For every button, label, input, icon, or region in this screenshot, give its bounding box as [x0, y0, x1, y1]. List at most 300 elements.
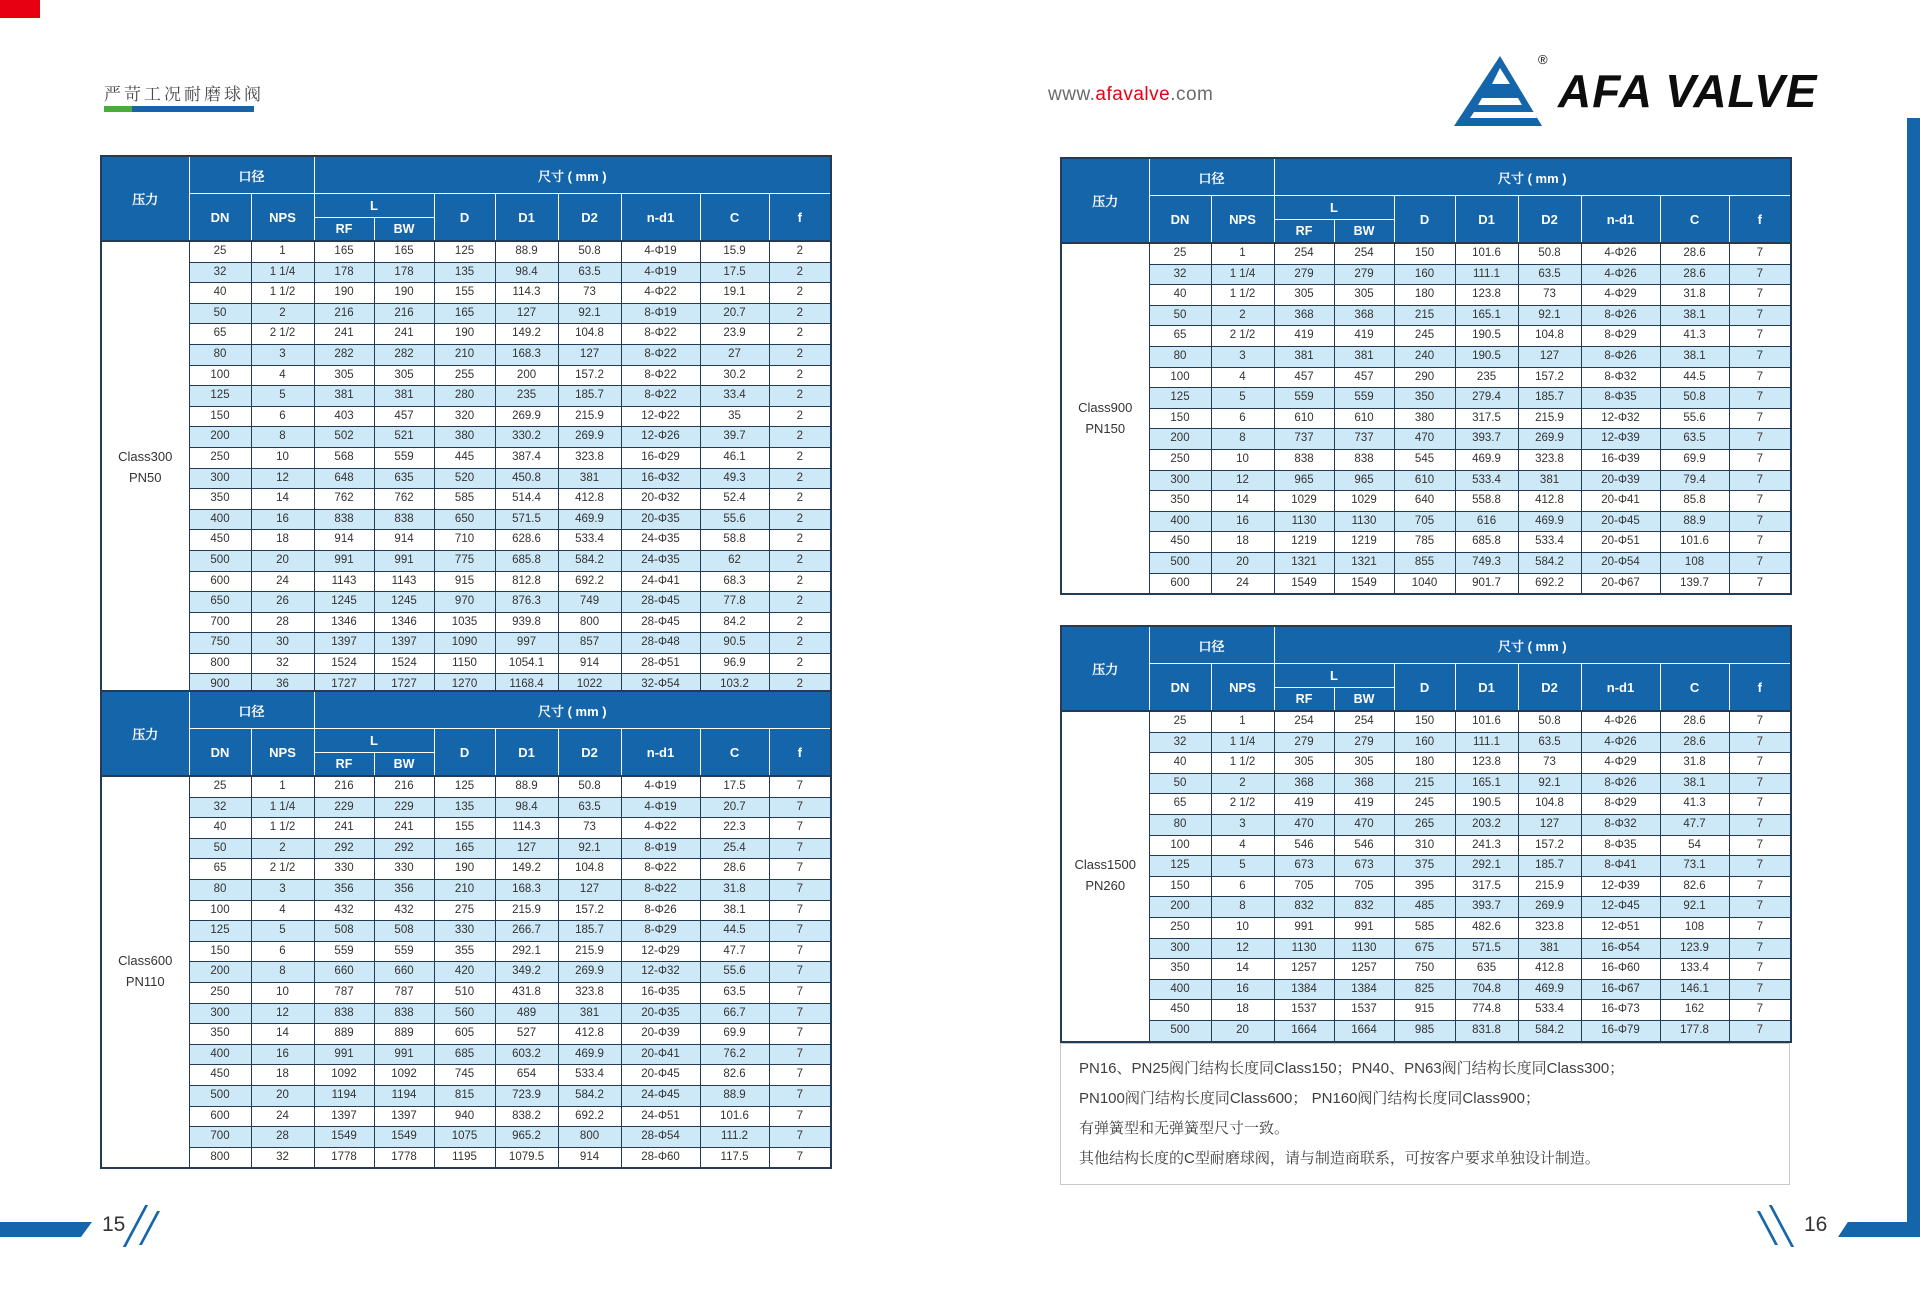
cell-f: 7 [1729, 573, 1791, 594]
cell-c: 38.1 [1660, 773, 1729, 794]
cell-d2: 692.2 [558, 571, 621, 592]
cell-c: 19.1 [700, 283, 769, 304]
cell-dn: 350 [189, 1024, 251, 1045]
cell-nd1: 8-Φ26 [1581, 346, 1660, 367]
cell-rf: 305 [1274, 753, 1334, 774]
cell-nps: 8 [251, 427, 314, 448]
cell-d1: 123.8 [1455, 753, 1518, 774]
cell-nps: 1 [1211, 711, 1274, 732]
cell-nps: 28 [251, 612, 314, 633]
cell-rf: 546 [1274, 835, 1334, 856]
cell-bw: 559 [374, 941, 434, 962]
cell-dn: 400 [1149, 511, 1211, 532]
cell-c: 28.6 [700, 859, 769, 880]
cell-d1: 1168.4 [495, 674, 558, 695]
cell-d: 210 [434, 344, 495, 365]
cell-c: 52.4 [700, 489, 769, 510]
cell-c: 108 [1660, 917, 1729, 938]
cell-dn: 80 [1149, 346, 1211, 367]
cell-d2: 692.2 [1518, 573, 1581, 594]
table-row [101, 797, 831, 818]
cell-d2: 215.9 [1518, 408, 1581, 429]
cell-f: 2 [769, 303, 831, 324]
cell-rf: 1143 [314, 571, 374, 592]
cell-bw: 419 [1334, 326, 1394, 347]
cell-d1: 292.1 [495, 941, 558, 962]
cell-bw: 991 [374, 1044, 434, 1065]
table-row [1061, 732, 1791, 753]
cell-f: 7 [1729, 1020, 1791, 1041]
dimension-table-class300 [100, 155, 832, 696]
cell-bw: 762 [374, 489, 434, 510]
cell-c: 17.5 [700, 776, 769, 797]
table-row [1061, 429, 1791, 450]
cell-d1: 149.2 [495, 859, 558, 880]
table-row [1061, 243, 1791, 264]
cell-bw: 1524 [374, 653, 434, 674]
cell-dn: 80 [1149, 814, 1211, 835]
cell-f: 2 [769, 386, 831, 407]
table-row [1061, 285, 1791, 306]
cell-bw: 254 [1334, 243, 1394, 264]
cell-nps: 6 [1211, 876, 1274, 897]
cell-nd1: 20-Φ35 [621, 509, 700, 530]
cell-rf: 381 [314, 386, 374, 407]
cell-f: 7 [769, 1127, 831, 1148]
cell-c: 33.4 [700, 386, 769, 407]
cell-c: 23.9 [700, 324, 769, 345]
header-n-d1: n-d1 [1581, 196, 1660, 244]
cell-dn: 200 [189, 427, 251, 448]
table-class1500-pn260 [1060, 625, 1792, 1043]
cell-d: 275 [434, 900, 495, 921]
cell-d1: 127 [495, 838, 558, 859]
cell-bw: 1143 [374, 571, 434, 592]
cell-f: 7 [1729, 959, 1791, 980]
note-line: 其他结构长度的C型耐磨球阀，请与制造商联系，可按客户要求单独设计制造。 [1079, 1150, 1600, 1167]
cell-nd1: 20-Φ41 [1581, 491, 1660, 512]
header-d1: D1 [1455, 196, 1518, 244]
cell-dn: 400 [189, 509, 251, 530]
cell-dn: 25 [189, 241, 251, 262]
cell-d2: 215.9 [558, 406, 621, 427]
cell-nps: 14 [251, 1024, 314, 1045]
cell-nps: 1 1/4 [1211, 732, 1274, 753]
cell-nps: 30 [251, 633, 314, 654]
header-d2: D2 [1518, 664, 1581, 712]
cell-d1: 431.8 [495, 982, 558, 1003]
cell-nd1: 16-Φ39 [1581, 449, 1660, 470]
cell-f: 2 [769, 324, 831, 345]
header-l: L [1274, 196, 1394, 220]
cell-f: 7 [769, 1044, 831, 1065]
cell-bw: 292 [374, 838, 434, 859]
note-line: PN16、PN25阀门结构长度同Class150；PN40、PN63阀门结构长度同Class300； [1079, 1060, 1625, 1077]
header-f: f [1729, 664, 1791, 712]
cell-d2: 533.4 [558, 530, 621, 551]
header-nps: NPS [1211, 664, 1274, 712]
cell-dn: 150 [1149, 876, 1211, 897]
cell-nps: 10 [1211, 917, 1274, 938]
cell-rf: 965 [1274, 470, 1334, 491]
header-l: L [1274, 664, 1394, 688]
table-class300-pn50 [100, 155, 832, 696]
cell-dn: 350 [189, 489, 251, 510]
cell-nd1: 16-Φ54 [1581, 938, 1660, 959]
cell-f: 7 [769, 962, 831, 983]
header-bore: 口径 [189, 156, 314, 194]
cell-bw: 508 [374, 921, 434, 942]
cell-nd1: 20-Φ67 [1581, 573, 1660, 594]
cell-dn: 80 [189, 344, 251, 365]
cell-nd1: 8-Φ32 [1581, 367, 1660, 388]
header-c: C [1660, 196, 1729, 244]
cell-d: 180 [1394, 753, 1455, 774]
cell-nps: 3 [251, 879, 314, 900]
cell-rf: 178 [314, 262, 374, 283]
cell-rf: 673 [1274, 856, 1334, 877]
cell-nps: 2 1/2 [251, 324, 314, 345]
cell-bw: 216 [374, 776, 434, 797]
cell-f: 7 [1729, 429, 1791, 450]
cell-f: 7 [1729, 449, 1791, 470]
cell-c: 96.9 [700, 653, 769, 674]
cell-c: 69.9 [1660, 449, 1729, 470]
table-row [101, 530, 831, 551]
cell-f: 7 [1729, 979, 1791, 1000]
table-row [101, 283, 831, 304]
cell-dn: 150 [189, 406, 251, 427]
header-f: f [769, 194, 831, 242]
cell-nps: 8 [1211, 429, 1274, 450]
cell-d: 675 [1394, 938, 1455, 959]
cell-rf: 1321 [1274, 552, 1334, 573]
cell-d: 245 [1394, 326, 1455, 347]
cell-dn: 200 [1149, 897, 1211, 918]
cell-dn: 65 [189, 859, 251, 880]
header-d2: D2 [1518, 196, 1581, 244]
cell-bw: 254 [1334, 711, 1394, 732]
cell-nps: 18 [1211, 532, 1274, 553]
table-row [1061, 511, 1791, 532]
cell-nd1: 4-Φ19 [621, 241, 700, 262]
cell-rf: 330 [314, 859, 374, 880]
cell-d1: 628.6 [495, 530, 558, 551]
cell-dn: 100 [189, 900, 251, 921]
cell-nps: 3 [1211, 346, 1274, 367]
cell-dn: 600 [189, 571, 251, 592]
cell-dn: 50 [1149, 773, 1211, 794]
header-bw: BW [374, 218, 434, 242]
cell-c: 22.3 [700, 818, 769, 839]
cell-rf: 705 [1274, 876, 1334, 897]
header-n-d1: n-d1 [621, 194, 700, 242]
cell-nps: 2 [251, 838, 314, 859]
cell-c: 139.7 [1660, 573, 1729, 594]
cell-rf: 190 [314, 283, 374, 304]
cell-nps: 20 [1211, 552, 1274, 573]
cell-dn: 500 [189, 1085, 251, 1106]
cell-f: 2 [769, 447, 831, 468]
header-bore: 口径 [1149, 626, 1274, 664]
cell-bw: 737 [1334, 429, 1394, 450]
cell-d1: 704.8 [1455, 979, 1518, 1000]
cell-d2: 533.4 [1518, 1000, 1581, 1021]
cell-dn: 150 [1149, 408, 1211, 429]
table-row [1061, 264, 1791, 285]
cell-nps: 16 [1211, 511, 1274, 532]
cell-d1: 292.1 [1455, 856, 1518, 877]
cell-c: 28.6 [1660, 732, 1729, 753]
cell-d: 215 [1394, 305, 1455, 326]
cell-bw: 1346 [374, 612, 434, 633]
cell-d1: 266.7 [495, 921, 558, 942]
cell-d: 290 [1394, 367, 1455, 388]
cell-f: 7 [769, 838, 831, 859]
cell-bw: 838 [374, 509, 434, 530]
header-rf: RF [1274, 688, 1334, 712]
cell-nps: 6 [251, 406, 314, 427]
table-row [1061, 835, 1791, 856]
cell-nd1: 8-Φ22 [621, 386, 700, 407]
cell-bw: 305 [1334, 285, 1394, 306]
cell-d1: 279.4 [1455, 388, 1518, 409]
table-row [101, 1065, 831, 1086]
notes-box [1060, 1043, 1790, 1185]
table-row [101, 962, 831, 983]
cell-dn: 500 [1149, 552, 1211, 573]
cell-nd1: 4-Φ26 [1581, 264, 1660, 285]
table-row [1061, 959, 1791, 980]
cell-nps: 6 [1211, 408, 1274, 429]
cell-nd1: 4-Φ26 [1581, 732, 1660, 753]
cell-bw: 1537 [1334, 1000, 1394, 1021]
cell-d2: 50.8 [1518, 711, 1581, 732]
cell-rf: 282 [314, 344, 374, 365]
cell-d1: 98.4 [495, 797, 558, 818]
cell-d: 210 [434, 879, 495, 900]
cell-c: 30.2 [700, 365, 769, 386]
cell-nps: 10 [251, 982, 314, 1003]
table-row [101, 921, 831, 942]
header-l: L [314, 729, 434, 753]
cell-d1: 114.3 [495, 818, 558, 839]
footer-left-stripe [0, 1222, 92, 1237]
cell-d: 310 [1394, 835, 1455, 856]
cell-dn: 125 [189, 386, 251, 407]
cell-dn: 300 [1149, 470, 1211, 491]
cell-d: 705 [1394, 511, 1455, 532]
cell-f: 2 [769, 653, 831, 674]
cell-c: 177.8 [1660, 1020, 1729, 1041]
cell-d: 1195 [434, 1147, 495, 1168]
table-row [1061, 552, 1791, 573]
cell-f: 7 [1729, 285, 1791, 306]
cell-c: 82.6 [700, 1065, 769, 1086]
cell-bw: 1778 [374, 1147, 434, 1168]
cell-nps: 4 [1211, 367, 1274, 388]
cell-nps: 4 [251, 900, 314, 921]
cell-f: 2 [769, 550, 831, 571]
cell-d2: 323.8 [1518, 917, 1581, 938]
cell-d1: 330.2 [495, 427, 558, 448]
cell-c: 49.3 [700, 468, 769, 489]
pressure-class-label: Class600 PN110 [101, 776, 189, 1168]
cell-d1: 111.1 [1455, 732, 1518, 753]
cell-f: 7 [1729, 264, 1791, 285]
series-title: 严苛工况耐磨球阀 [104, 85, 264, 104]
cell-d1: 723.9 [495, 1085, 558, 1106]
cell-dn: 65 [1149, 794, 1211, 815]
cell-rf: 1727 [314, 674, 374, 695]
cell-f: 2 [769, 571, 831, 592]
cell-d: 585 [434, 489, 495, 510]
cell-f: 2 [769, 633, 831, 654]
note-line: 有弹簧型和无弹簧型尺寸一致。 [1079, 1120, 1290, 1137]
table-row [101, 509, 831, 530]
cell-rf: 559 [1274, 388, 1334, 409]
cell-d1: 685.8 [1455, 532, 1518, 553]
cell-d1: 965.2 [495, 1127, 558, 1148]
cell-c: 101.6 [700, 1106, 769, 1127]
cell-nd1: 8-Φ26 [1581, 773, 1660, 794]
table-row [1061, 573, 1791, 594]
table-row [101, 427, 831, 448]
cell-nd1: 4-Φ26 [1581, 711, 1660, 732]
header-f: f [1729, 196, 1791, 244]
cell-d2: 157.2 [558, 900, 621, 921]
cell-d2: 63.5 [1518, 732, 1581, 753]
table-row [101, 468, 831, 489]
cell-d: 380 [1394, 408, 1455, 429]
table-row [1061, 897, 1791, 918]
cell-c: 69.9 [700, 1024, 769, 1045]
cell-rf: 1092 [314, 1065, 374, 1086]
table-row [101, 303, 831, 324]
cell-f: 2 [769, 427, 831, 448]
cell-nd1: 28-Φ51 [621, 653, 700, 674]
cell-nd1: 12-Φ39 [1581, 429, 1660, 450]
table-row [101, 1147, 831, 1168]
cell-nd1: 4-Φ26 [1581, 243, 1660, 264]
cell-c: 31.8 [700, 879, 769, 900]
cell-bw: 279 [1334, 732, 1394, 753]
cell-d: 1035 [434, 612, 495, 633]
cell-f: 2 [769, 241, 831, 262]
cell-rf: 737 [1274, 429, 1334, 450]
header-f: f [769, 729, 831, 777]
cell-nps: 3 [251, 344, 314, 365]
cell-bw: 1397 [374, 633, 434, 654]
cell-d: 350 [1394, 388, 1455, 409]
cell-c: 47.7 [700, 941, 769, 962]
cell-bw: 635 [374, 468, 434, 489]
cell-d: 380 [434, 427, 495, 448]
cell-nd1: 12-Φ39 [1581, 876, 1660, 897]
cell-dn: 25 [1149, 243, 1211, 264]
header-size-mm: 尺寸 ( mm ) [1274, 158, 1791, 196]
table-row [1061, 408, 1791, 429]
cell-d2: 269.9 [558, 962, 621, 983]
table-row [101, 406, 831, 427]
cell-dn: 250 [1149, 917, 1211, 938]
cell-d: 280 [434, 386, 495, 407]
cell-dn: 50 [189, 303, 251, 324]
cell-bw: 610 [1334, 408, 1394, 429]
cell-nd1: 20-Φ39 [621, 1024, 700, 1045]
cell-dn: 700 [189, 1127, 251, 1148]
cell-d: 375 [1394, 856, 1455, 877]
cell-nps: 16 [251, 1044, 314, 1065]
cell-f: 7 [1729, 773, 1791, 794]
table-row [101, 1024, 831, 1045]
cell-d1: 1079.5 [495, 1147, 558, 1168]
table-row [101, 592, 831, 613]
cell-d: 545 [1394, 449, 1455, 470]
cell-d2: 469.9 [1518, 511, 1581, 532]
cell-d: 165 [434, 838, 495, 859]
cell-c: 15.9 [700, 241, 769, 262]
cell-bw: 991 [374, 550, 434, 571]
cell-d1: 901.7 [1455, 573, 1518, 594]
cell-c: 103.2 [700, 674, 769, 695]
table-row [1061, 1020, 1791, 1041]
cell-rf: 648 [314, 468, 374, 489]
header-nps: NPS [251, 194, 314, 242]
cell-rf: 419 [1274, 326, 1334, 347]
cell-f: 7 [769, 797, 831, 818]
cell-bw: 787 [374, 982, 434, 1003]
registered-mark: ® [1538, 52, 1548, 67]
cell-d1: 200 [495, 365, 558, 386]
table-row [101, 344, 831, 365]
cell-c: 55.6 [700, 962, 769, 983]
cell-d2: 469.9 [1518, 979, 1581, 1000]
cell-bw: 1549 [1334, 573, 1394, 594]
cell-c: 20.7 [700, 797, 769, 818]
cell-d1: 317.5 [1455, 408, 1518, 429]
table-row [101, 1085, 831, 1106]
cell-bw: 165 [374, 241, 434, 262]
table-row [1061, 773, 1791, 794]
cell-nps: 18 [1211, 1000, 1274, 1021]
cell-nps: 20 [251, 1085, 314, 1106]
afa-logo-icon [1452, 54, 1544, 128]
cell-d2: 63.5 [1518, 264, 1581, 285]
cell-dn: 65 [189, 324, 251, 345]
cell-d1: 165.1 [1455, 305, 1518, 326]
cell-d: 190 [434, 859, 495, 880]
cell-rf: 279 [1274, 732, 1334, 753]
cell-nps: 20 [1211, 1020, 1274, 1041]
cell-c: 50.8 [1660, 388, 1729, 409]
cell-f: 7 [1729, 532, 1791, 553]
cell-rf: 838 [314, 509, 374, 530]
cell-c: 123.9 [1660, 938, 1729, 959]
cell-c: 88.9 [1660, 511, 1729, 532]
cell-bw: 521 [374, 427, 434, 448]
cell-bw: 660 [374, 962, 434, 983]
dimension-table-class900 [1060, 157, 1792, 595]
cell-d1: 831.8 [1455, 1020, 1518, 1041]
cell-d: 785 [1394, 532, 1455, 553]
cell-bw: 1194 [374, 1085, 434, 1106]
cell-nps: 10 [251, 447, 314, 468]
cell-d1: 939.8 [495, 612, 558, 633]
cell-d2: 381 [1518, 938, 1581, 959]
cell-c: 84.2 [700, 612, 769, 633]
header-nps: NPS [1211, 196, 1274, 244]
